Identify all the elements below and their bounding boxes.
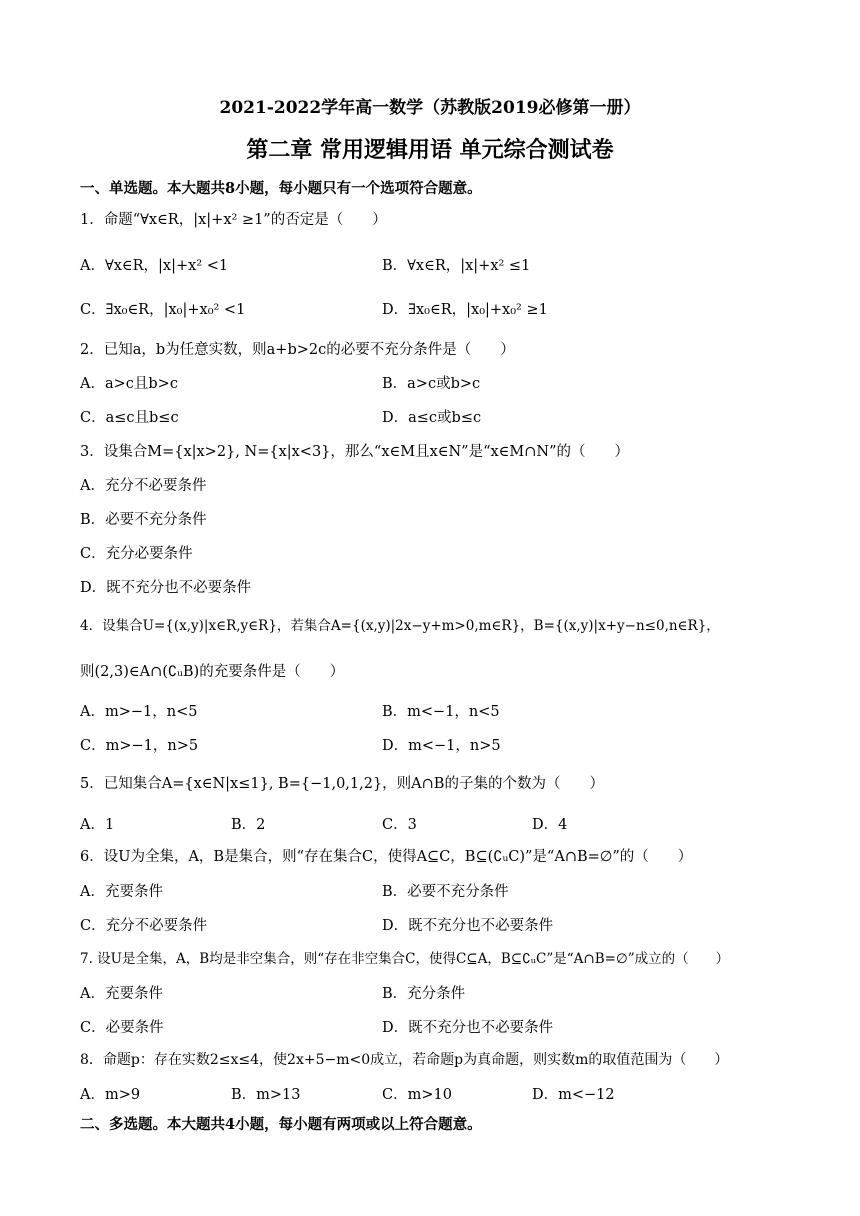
question-1-option-c: C．∃x₀∈R，|x₀|+x₀² <1 [80, 302, 246, 318]
question-2-option-c: C．a≤c且b≤c [80, 410, 179, 426]
question-4-option-c: C．m>−1，n>5 [80, 738, 199, 754]
question-1-stem: 1．命题“∀x∈R，|x|+x² ≥1”的否定是（ ） [80, 212, 387, 228]
question-3-option-d: D．既不充分也不必要条件 [80, 580, 252, 596]
question-7-stem: 7. 设U是全集，A，B均是非空集合，则“存在非空集合C，使得C⊆A，B⊆∁ᵤC”是“A∩B=∅”成立的（ ） [80, 951, 730, 967]
question-4-option-b: B．m<−1，n<5 [382, 704, 500, 720]
question-6-stem: 6．设U为全集，A，B是集合，则“存在集合C，使得A⊆C，B⊆(∁ᵤC)”是“A∩B=∅”的（ ） [80, 849, 693, 865]
question-5-option-d: D．4 [532, 817, 568, 833]
question-7-option-c: C．必要条件 [80, 1020, 164, 1036]
question-2-option-a: A．a>c且b>c [80, 376, 178, 392]
question-4-option-a: A．m>−1，n<5 [80, 704, 198, 720]
question-5-option-b: B．2 [231, 817, 266, 833]
question-7-option-d: D．既不充分也不必要条件 [382, 1020, 554, 1036]
question-1-option-b: B．∀x∈R，|x|+x² ≤1 [382, 258, 531, 274]
question-3-option-a: A．充分不必要条件 [80, 478, 207, 494]
question-8-option-b: B．m>13 [231, 1087, 301, 1103]
question-3-option-c: C．充分必要条件 [80, 546, 193, 562]
question-8-option-d: D．m<−12 [532, 1087, 615, 1103]
section-multiple-choice-heading: 二、多选题。本大题共4小题，每小题有两项或以上符合题意。 [80, 1116, 482, 1133]
exam-series-title: 2021-2022学年高一数学（苏教版2019必修第一册） [219, 98, 641, 118]
question-5-option-a: A．1 [80, 817, 115, 833]
question-8-stem: 8．命题p：存在实数2≤x≤4，使2x+5−m<0成立，若命题p为真命题，则实数m的取值范围为（ ） [80, 1052, 729, 1068]
question-6-option-b: B．必要不充分条件 [382, 884, 509, 900]
question-6-option-c: C．充分不必要条件 [80, 918, 208, 934]
question-3-stem: 3．设集合M={x|x>2}, N={x|x<3}，那么“x∈M且x∈N”是“x∈M∩N”的（ ） [80, 444, 630, 460]
question-4-stem-line-2: 则(2,3)∈A∩(∁ᵤB)的充要条件是（ ） [80, 664, 345, 680]
question-7-option-b: B．充分条件 [382, 986, 466, 1002]
question-2-option-b: B．a>c或b>c [382, 376, 481, 392]
question-8-option-c: C．m>10 [382, 1087, 452, 1103]
question-5-stem: 5．已知集合A={x∈N|x≤1}, B={−1,0,1,2}，则A∩B的子集的个数为（ ） [80, 776, 604, 792]
section-single-choice-heading: 一、单选题。本大题共8小题，每小题只有一个选项符合题意。 [80, 180, 482, 197]
question-2-stem: 2．已知a，b为任意实数，则a+b>2c的必要不充分条件是（ ） [80, 342, 515, 358]
question-2-option-d: D．a≤c或b≤c [382, 410, 482, 426]
question-1-option-a: A．∀x∈R，|x|+x² <1 [80, 258, 229, 274]
question-6-option-a: A．充要条件 [80, 884, 163, 900]
question-6-option-d: D．既不充分也不必要条件 [382, 918, 554, 934]
question-1-option-d: D．∃x₀∈R，|x₀|+x₀² ≥1 [382, 302, 548, 318]
question-8-option-a: A．m>9 [80, 1087, 141, 1103]
question-3-option-b: B．必要不充分条件 [80, 512, 207, 528]
question-4-stem-line-1: 4．设集合U={(x,y)|x∈R,y∈R}，若集合A={(x,y)|2x−y+m>0,m∈R}，B={(x,y)|x+y−n≤0,n∈R}， [80, 618, 720, 634]
question-4-option-d: D．m<−1，n>5 [382, 738, 501, 754]
question-5-option-c: C．3 [382, 817, 417, 833]
question-7-option-a: A．充要条件 [80, 986, 163, 1002]
exam-chapter-title: 第二章 常用逻辑用语 单元综合测试卷 [246, 137, 614, 163]
